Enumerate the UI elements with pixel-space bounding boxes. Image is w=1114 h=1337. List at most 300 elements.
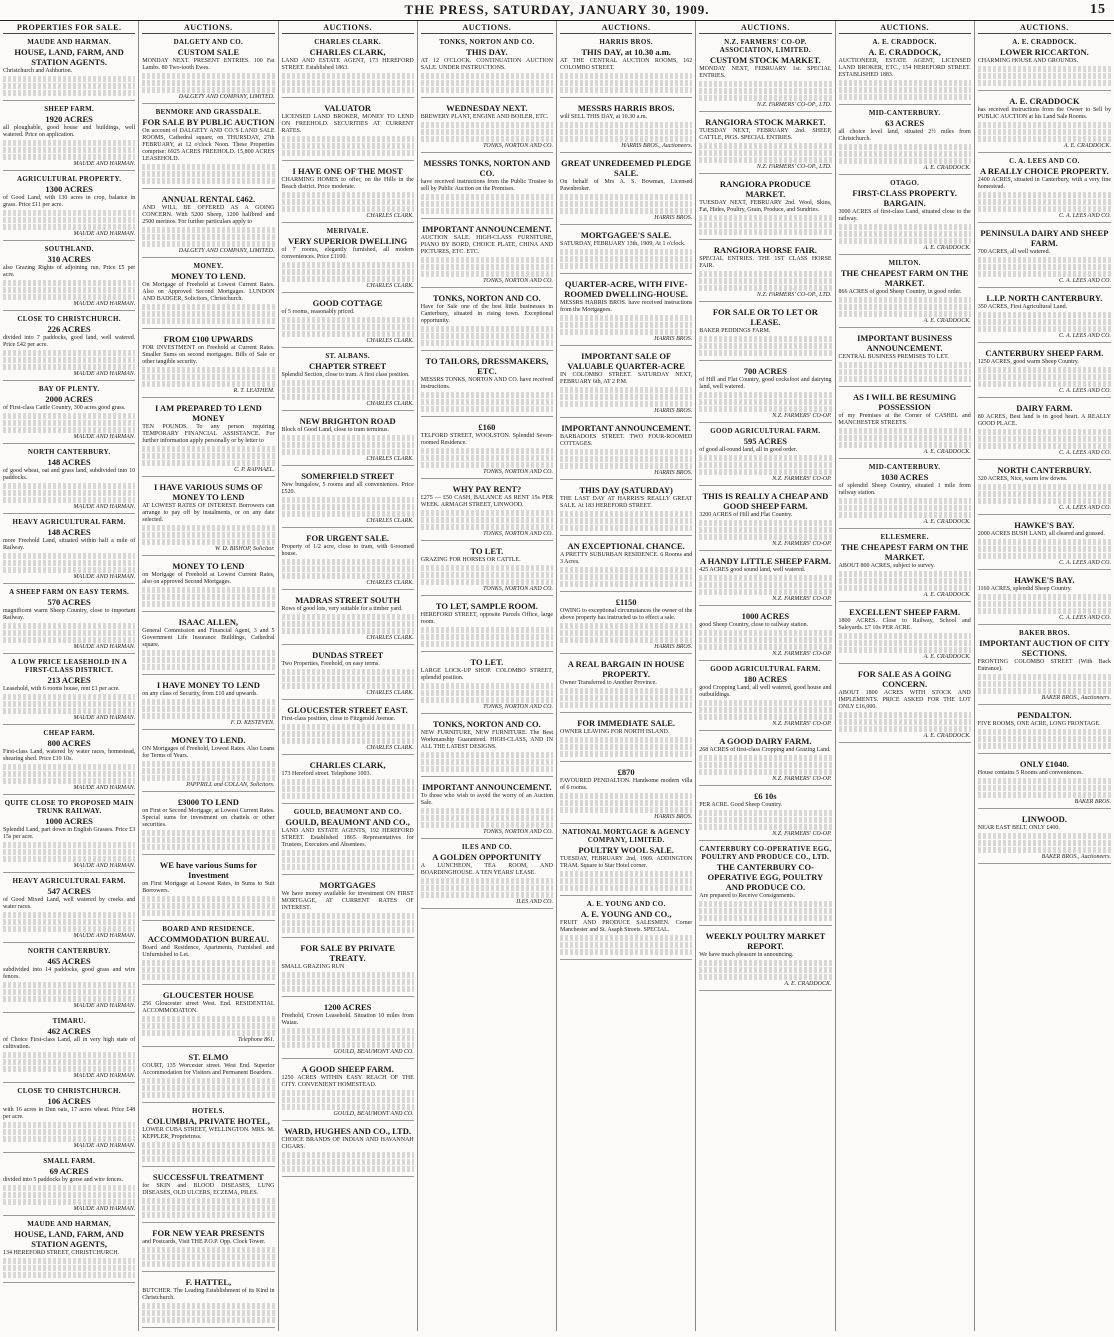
ad-text: NEW FURNITURE, NEW FURNITURE. The Best Workmanship Guaranteed. HIGH-CLASS, AND IN ALL THE LATEST DESIGNS. [420, 730, 553, 750]
text-line-placeholder [142, 1085, 274, 1091]
advertisement [282, 592, 414, 645]
text-line-placeholder [3, 1199, 135, 1205]
text-line-placeholder [3, 83, 135, 89]
ad-text: AT LOWEST RATES OF INTEREST. Borrowers can arrange to pay off by instalments, or on any date selected. [142, 503, 275, 523]
advertisement [839, 177, 971, 255]
ad-signature: CHARLES CLARK. [366, 690, 414, 696]
ad-text: all ploughable, good house and buildings, well watered. Price on application. [3, 125, 136, 138]
text-line-placeholder [142, 234, 274, 240]
advertisement [560, 482, 692, 536]
ad-signature: MAUDE AND HARMAN. [73, 574, 136, 580]
text-line-placeholder [978, 257, 1111, 263]
text-line-placeholder [421, 392, 553, 398]
ad-signature: MAUDE AND HARMAN. [73, 301, 136, 307]
text-line-placeholder [142, 974, 274, 980]
text-line-placeholder [142, 73, 274, 79]
text-line-placeholder [282, 1152, 414, 1158]
advertiser-name: MILTON. [888, 259, 921, 267]
text-line-placeholder [699, 700, 831, 706]
text-line-placeholder [142, 1198, 274, 1204]
text-line-placeholder [142, 80, 274, 86]
advertisement [978, 225, 1111, 288]
advertisement [3, 243, 135, 311]
text-line-placeholder [978, 847, 1111, 853]
text-line-placeholder [142, 1023, 274, 1029]
text-line-placeholder [142, 446, 274, 452]
ad-title: LINWOOD. [1021, 814, 1067, 824]
advertisement [142, 36, 274, 104]
advertisement [560, 227, 692, 274]
ad-text: good Sheep Country, close to railway station. [699, 622, 809, 628]
text-line-placeholder [282, 387, 414, 393]
ad-title: £1150 [615, 597, 637, 607]
text-line-placeholder [560, 394, 692, 400]
text-line-placeholder [699, 95, 831, 101]
ad-signature: CHARLES CLARK. [366, 518, 414, 524]
text-line-placeholder [3, 147, 135, 153]
text-line-placeholder [3, 1059, 135, 1065]
ad-signature: C. A. LEES AND CO. [1059, 615, 1111, 621]
ad-text: FRONTING COLOMBO STREET (With Back Entrance). [977, 659, 1111, 672]
text-line-placeholder [3, 217, 135, 223]
ad-title: ACCOMMODATION BUREAU. [147, 934, 269, 944]
text-line-placeholder [142, 664, 274, 670]
advertisement [142, 1049, 274, 1103]
ad-title: 700 ACRES [743, 366, 787, 376]
advertiser-name: CLOSE TO CHRISTCHURCH. [17, 315, 121, 323]
ad-text: We have much pleasure in announcing. [699, 952, 794, 958]
text-line-placeholder [560, 387, 692, 393]
text-line-placeholder [560, 80, 692, 86]
text-line-placeholder [3, 996, 135, 1002]
ad-title: MESSRS HARRIS BROS. [577, 103, 675, 113]
ad-title: GLOUCESTER STREET EAST. [287, 705, 408, 715]
text-line-placeholder [142, 1142, 274, 1148]
text-line-placeholder [282, 317, 414, 323]
text-line-placeholder [421, 885, 553, 891]
text-line-placeholder [282, 972, 414, 978]
text-line-placeholder [699, 336, 831, 342]
advertisement [421, 36, 553, 98]
ad-title: PENDALTON. [1017, 710, 1072, 720]
ad-title: CHAPTER STREET [309, 361, 387, 371]
text-line-placeholder [560, 807, 692, 813]
text-line-placeholder [699, 769, 831, 775]
text-line-placeholder [560, 201, 692, 207]
ad-title: A GOOD DAIRY FARM. [719, 736, 812, 746]
advertisement [282, 295, 414, 348]
advertisement [282, 1123, 414, 1177]
advertisement [699, 843, 831, 926]
ad-title: IMPORTANT ANNOUNCEMENT. [422, 224, 552, 234]
advertiser-name: GOOD AGRICULTURAL FARM. [710, 427, 821, 435]
ad-text: 3200 ACRES of Hill and Flat Country. [699, 512, 793, 518]
text-line-placeholder [282, 1090, 414, 1096]
ad-title: 63 ACRES [885, 118, 925, 128]
advertisement [560, 36, 692, 98]
text-line-placeholder [560, 87, 692, 93]
ad-title: VERY SUPERIOR DWELLING [287, 236, 408, 246]
advertiser-name: CHARLES CLARK. [314, 38, 382, 46]
ad-text: CHARMING HOUSE AND GROUNDS. [977, 58, 1079, 64]
advertisement [560, 656, 692, 713]
ad-title: TO LET. [470, 546, 504, 556]
text-line-placeholder [560, 322, 692, 328]
ad-text: 80 ACRES, Best land is in good heart. A REALLY GOOD PLACE. [977, 414, 1111, 427]
text-line-placeholder [421, 264, 553, 270]
advertisement [282, 647, 414, 700]
advertisement [421, 654, 553, 714]
ad-title: TO LET, SAMPLE ROOM. [435, 601, 538, 611]
advertisement [421, 290, 553, 351]
text-line-placeholder [978, 66, 1111, 72]
advertisement [142, 794, 274, 855]
ad-signature: DALGETY AND COMPANY, LIMITED. [178, 94, 275, 100]
text-line-placeholder [978, 736, 1111, 742]
ad-title: 226 ACRES [47, 324, 91, 334]
text-line-placeholder [839, 640, 971, 646]
ad-text: SATURDAY, FEBRUARY 13th, 1909, At 1 o'clock. [560, 241, 686, 247]
text-line-placeholder [282, 1028, 414, 1034]
ad-signature: A. E. CRADDOCK. [923, 733, 971, 739]
ad-signature: PAPPRILL and COLLAN, Solicitors. [186, 782, 275, 788]
ad-title: A. E. CRADDOCK, [868, 47, 941, 57]
ad-title: THIS DAY. [466, 47, 508, 57]
page-number: 15 [1090, 2, 1106, 17]
ad-text: A LUNCHEON, TEA ROOM, AND BOARDINGHOUSE. A TEN YEARS' LEASE. [420, 863, 553, 876]
masthead-title: THE PRESS, SATURDAY, JANUARY 30, 1909. [404, 2, 710, 17]
ad-text: on First or Second Mortgage, at Lowest Current Rates. Special sums for investment on chattels or other securities. [142, 808, 275, 828]
advertisement [142, 677, 274, 730]
text-line-placeholder [421, 455, 553, 461]
advertisement [142, 923, 274, 985]
ad-signature: TONKS, NORTON AND CO. [483, 531, 553, 537]
advertiser-name: SMALL FARM. [43, 1157, 96, 1165]
text-line-placeholder [978, 199, 1111, 205]
ad-text: General Commission and Financial Agent, 3 and 5 Government Life Insurance Buildings, Cathedral square. [142, 628, 275, 648]
text-line-placeholder [142, 171, 274, 177]
ad-signature: N.Z. FARMERS' CO-OP. [772, 413, 832, 419]
ad-title: GOULD, BEAUMONT AND CO., [285, 817, 410, 827]
ad-title: MONEY TO LEND [172, 561, 245, 571]
ad-signature: HARRIS BROS. [654, 336, 693, 342]
text-line-placeholder [3, 912, 135, 918]
ad-title: £6 10s [754, 791, 777, 801]
advertisement [3, 103, 135, 171]
ad-signature: HARRIS BROS. [654, 470, 693, 476]
text-line-placeholder [282, 864, 414, 870]
ad-title: GREAT UNREDEEMED PLEDGE SALE. [561, 158, 692, 178]
text-line-placeholder [421, 462, 553, 468]
advertisement [282, 757, 414, 804]
advertisement [142, 732, 274, 792]
ad-title: 213 ACRES [47, 675, 91, 685]
ad-text: THE LAST DAY AT HARRIS'S REALLY GREAT SALE. At 183 HEREFORD STREET. [560, 496, 693, 509]
advertisement [560, 594, 692, 654]
advertisement [282, 806, 414, 875]
text-line-placeholder [421, 752, 553, 758]
text-line-placeholder [282, 979, 414, 985]
text-line-placeholder [421, 399, 553, 405]
column [696, 21, 835, 1331]
ad-title: AS I WILL BE RESUMING POSSESSION [852, 392, 957, 412]
advertisement [560, 155, 692, 225]
ad-signature: N.Z. FARMERS' CO-OP., LTD. [756, 102, 832, 108]
advertisement [839, 461, 971, 529]
advertisement [699, 304, 831, 361]
advertiser-name: ST. ALBANS. [325, 352, 370, 360]
text-line-placeholder [699, 908, 831, 914]
ad-text: 425 ACRES good sound land, well watered. [699, 567, 806, 573]
text-line-placeholder [142, 318, 274, 324]
ad-text: of Good Mixed Land, well watered by creeks and water races. [3, 897, 136, 910]
ad-title: POULTRY WOOL SALE. [578, 845, 674, 855]
advertiser-name: CANTERBURY CO-OPERATIVE EGG, POULTRY AND PRODUCE CO., LTD. [699, 845, 832, 861]
column [279, 21, 418, 1331]
text-line-placeholder [421, 510, 553, 516]
text-line-placeholder [978, 484, 1111, 490]
text-line-placeholder [3, 483, 135, 489]
ad-text: Two Properties, Freehold, on easy terms. [281, 661, 380, 667]
text-line-placeholder [421, 690, 553, 696]
text-line-placeholder [142, 532, 274, 538]
text-line-placeholder [142, 453, 274, 459]
text-line-placeholder [978, 136, 1111, 142]
text-line-placeholder [560, 401, 692, 407]
advertisement [839, 36, 971, 105]
ad-title: MESSRS TONKS, NORTON AND CO. [423, 158, 551, 178]
text-line-placeholder [142, 910, 274, 916]
text-line-placeholder [699, 575, 831, 581]
text-line-placeholder [3, 210, 135, 216]
ad-text: AUCTIONEER, ESTATE AGENT, LICENSED LAND BROKER, ETC., 154 HEREFORD STREET. ESTABLISHED 1883. [838, 58, 971, 78]
text-line-placeholder [839, 311, 971, 317]
text-line-placeholder [560, 456, 692, 462]
text-line-placeholder [839, 578, 971, 584]
ad-signature: C. A. LEES AND CO. [1059, 213, 1111, 219]
ad-text: FOR INVESTMENT on Freehold at Current Rates. Smaller Sums on second mortgages. Bills of Sale or other tangible security. [142, 345, 275, 365]
ad-text: MESSRS TONKS, NORTON AND CO. have received instructions. [420, 377, 553, 390]
text-line-placeholder [560, 136, 692, 142]
ad-text: good Cropping Land, all well watered, good house and outbuildings. [699, 685, 832, 698]
column [557, 21, 696, 1331]
ad-signature: TONKS, NORTON AND CO. [483, 143, 553, 149]
ad-signature: N.Z. FARMERS' CO-OP. [772, 476, 832, 482]
column [418, 21, 557, 1331]
text-line-placeholder [3, 842, 135, 848]
text-line-placeholder [978, 608, 1111, 614]
advertisement [978, 345, 1111, 398]
ad-text: ABOUT 1800 ACRES WITH STOCK AND IMPLEMENTS. PRICE ASKED FOR THE LOT ONLY £16,000. [838, 690, 971, 710]
ad-title: COLUMBIA, PRIVATE HOTEL, [146, 1116, 270, 1126]
text-line-placeholder [421, 517, 553, 523]
ad-title: CANTERBURY SHEEP FARM. [985, 348, 1104, 358]
advertisement [282, 999, 414, 1059]
ad-text: magnificent warm Sheep Country, close to important Railway. [3, 608, 136, 621]
ad-text: AT THE CENTRAL AUCTION ROOMS, 162 COLOMBO STREET. [560, 58, 693, 71]
advertiser-name: N.Z. FARMERS' CO-OP. ASSOCIATION, LIMITED. [719, 38, 811, 54]
text-line-placeholder [421, 579, 553, 585]
text-line-placeholder [142, 241, 274, 247]
ad-signature: C. A. LEES AND CO. [1059, 450, 1111, 456]
text-line-placeholder [142, 460, 274, 466]
text-line-placeholder [978, 498, 1111, 504]
ad-title: 465 ACRES [47, 956, 91, 966]
ad-text: divided into 7 paddocks, good land, well watered. Price £42 per acre. [3, 335, 136, 348]
advertiser-name: SHEEP FARM. [44, 105, 95, 113]
ad-title: THIS IS REALLY A CHEAP AND GOOD SHEEP FARM. [702, 491, 829, 511]
text-line-placeholder [699, 350, 831, 356]
advertiser-name: MID-CANTERBURY. [868, 463, 941, 471]
text-line-placeholder [560, 511, 692, 517]
text-line-placeholder [3, 287, 135, 293]
ad-title: 1030 ACRES [880, 472, 929, 482]
ad-signature: A. E. CRADDOCK. [923, 245, 971, 251]
text-line-placeholder [699, 589, 831, 595]
ad-signature: MAUDE AND HARMAN. [73, 1206, 136, 1212]
text-line-placeholder [3, 1066, 135, 1072]
ad-title: I HAVE VARIOUS SUMS OF MONEY TO LEND [154, 482, 263, 502]
advertisement [978, 462, 1111, 515]
text-line-placeholder [421, 627, 553, 633]
ad-text: of Choice First-class Land, all in very high state of cultivation. [3, 1037, 136, 1050]
text-line-placeholder [839, 87, 971, 93]
advertiser-name: AGRICULTURAL PROPERTY. [17, 175, 122, 183]
text-line-placeholder [282, 986, 414, 992]
advertisement [3, 1085, 135, 1153]
text-line-placeholder [699, 762, 831, 768]
ad-signature: CHARLES CLARK. [366, 635, 414, 641]
column-heading: AUCTIONS. [978, 23, 1111, 34]
ad-text: 2400 ACRES, situated in Canterbury, with a very fine homestead. [977, 177, 1111, 190]
advertisement [3, 1015, 135, 1083]
text-line-placeholder [421, 73, 553, 79]
text-line-placeholder [3, 771, 135, 777]
ad-title: ISAAC ALLEN, [178, 617, 239, 627]
advertisement [421, 353, 553, 417]
text-line-placeholder [421, 822, 553, 828]
ad-title: 148 ACRES [47, 457, 91, 467]
text-line-placeholder [699, 644, 831, 650]
ad-signature: A. E. CRADDOCK. [923, 654, 971, 660]
text-line-placeholder [3, 350, 135, 356]
text-line-placeholder [3, 989, 135, 995]
ad-text: have received instructions from the Public Trustee to sell by Public Auction on the Premises. [420, 179, 553, 192]
text-line-placeholder [282, 511, 414, 517]
advertiser-name: CLOSE TO CHRISTCHURCH. [17, 1087, 121, 1095]
ad-title: 1920 ACRES [45, 114, 93, 124]
text-line-placeholder [421, 524, 553, 530]
text-line-placeholder [142, 1030, 274, 1036]
text-line-placeholder [560, 688, 692, 694]
text-line-placeholder [978, 436, 1111, 442]
text-line-placeholder [560, 751, 692, 757]
text-line-placeholder [978, 743, 1111, 749]
text-line-placeholder [978, 206, 1111, 212]
text-line-placeholder [421, 808, 553, 814]
advertisement [421, 841, 553, 909]
advertisement [282, 413, 414, 466]
ad-text: Splendid Land, part down in English Grasses. Price £3 15s per acre. [3, 827, 136, 840]
text-line-placeholder [421, 572, 553, 578]
ad-title: DAIRY FARM. [1016, 403, 1073, 413]
ad-title: SUCCESSFUL TREATMENT [152, 1172, 264, 1182]
ad-title: TO TAILORS, DRESSMAKERS, ETC. [425, 356, 549, 376]
advertisement [3, 383, 135, 444]
text-line-placeholder [142, 539, 274, 545]
advertisement [282, 468, 414, 528]
ad-text: of Good Land, with 130 acres in crop, balance in grass. Price £11 per acre. [3, 195, 136, 208]
text-line-placeholder [282, 380, 414, 386]
ad-title: CHARLES CLARK, [309, 47, 386, 57]
advertisement [3, 945, 135, 1013]
advertisement [3, 656, 135, 725]
advertisement [699, 363, 831, 423]
advertiser-name: BAKER BROS. [1018, 629, 1070, 637]
text-line-placeholder [421, 122, 553, 128]
text-line-placeholder [3, 1192, 135, 1198]
text-line-placeholder [560, 695, 692, 701]
text-line-placeholder [699, 271, 831, 277]
text-line-placeholder [3, 154, 135, 160]
columns [0, 21, 1114, 1331]
ad-title: MONEY TO LEND. [171, 271, 246, 281]
ad-signature: N.Z. FARMERS' CO-OP. [772, 831, 832, 837]
text-line-placeholder [978, 374, 1111, 380]
text-line-placeholder [421, 697, 553, 703]
text-line-placeholder [699, 824, 831, 830]
ad-text: Splendid Section, close to tram. A first class position. [281, 372, 410, 378]
advertisement [282, 940, 414, 997]
text-line-placeholder [3, 413, 135, 419]
text-line-placeholder [421, 406, 553, 412]
advertisement [3, 36, 135, 101]
advertisement [978, 36, 1111, 91]
ad-title: WEEKLY POULTRY MARKET REPORT. [705, 931, 826, 951]
text-line-placeholder [839, 512, 971, 518]
advertisement [142, 400, 274, 477]
ad-text: ON Mortgages of Freehold, Lowest Rates. Also Loans for Terms of Years. [142, 746, 275, 759]
text-line-placeholder [978, 264, 1111, 270]
ad-signature: N.Z. FARMERS' CO-OP. [772, 541, 832, 547]
advertisement [421, 716, 553, 777]
text-line-placeholder [421, 208, 553, 214]
text-line-placeholder [3, 420, 135, 426]
ad-text: CENTRAL BUSINESS PREMISES TO LET. [838, 354, 949, 360]
text-line-placeholder [421, 759, 553, 765]
text-line-placeholder [3, 294, 135, 300]
advertisement [142, 1105, 274, 1167]
ad-signature: MAUDE AND HARMAN. [73, 161, 136, 167]
ad-signature: HARRIS BROS. [654, 408, 693, 414]
ad-title: A REALLY CHOICE PROPERTY. [980, 166, 1109, 176]
advertisement [699, 663, 831, 731]
text-line-placeholder [142, 525, 274, 531]
ad-title: IMPORTANT AUCTION OF CITY SECTIONS. [979, 638, 1110, 658]
text-line-placeholder [142, 896, 274, 902]
advertisement [421, 155, 553, 219]
text-line-placeholder [560, 793, 692, 799]
advertisement [978, 707, 1111, 754]
advertisement [839, 604, 971, 664]
text-line-placeholder [699, 630, 831, 636]
text-line-placeholder [142, 304, 274, 310]
text-line-placeholder [839, 151, 971, 157]
text-line-placeholder [978, 443, 1111, 449]
text-line-placeholder [142, 837, 274, 843]
column-heading: AUCTIONS. [142, 23, 274, 34]
ad-text: A PRETTY SUBURBAN RESIDENCE. 6 Rooms and 3 Acres. [560, 552, 693, 565]
